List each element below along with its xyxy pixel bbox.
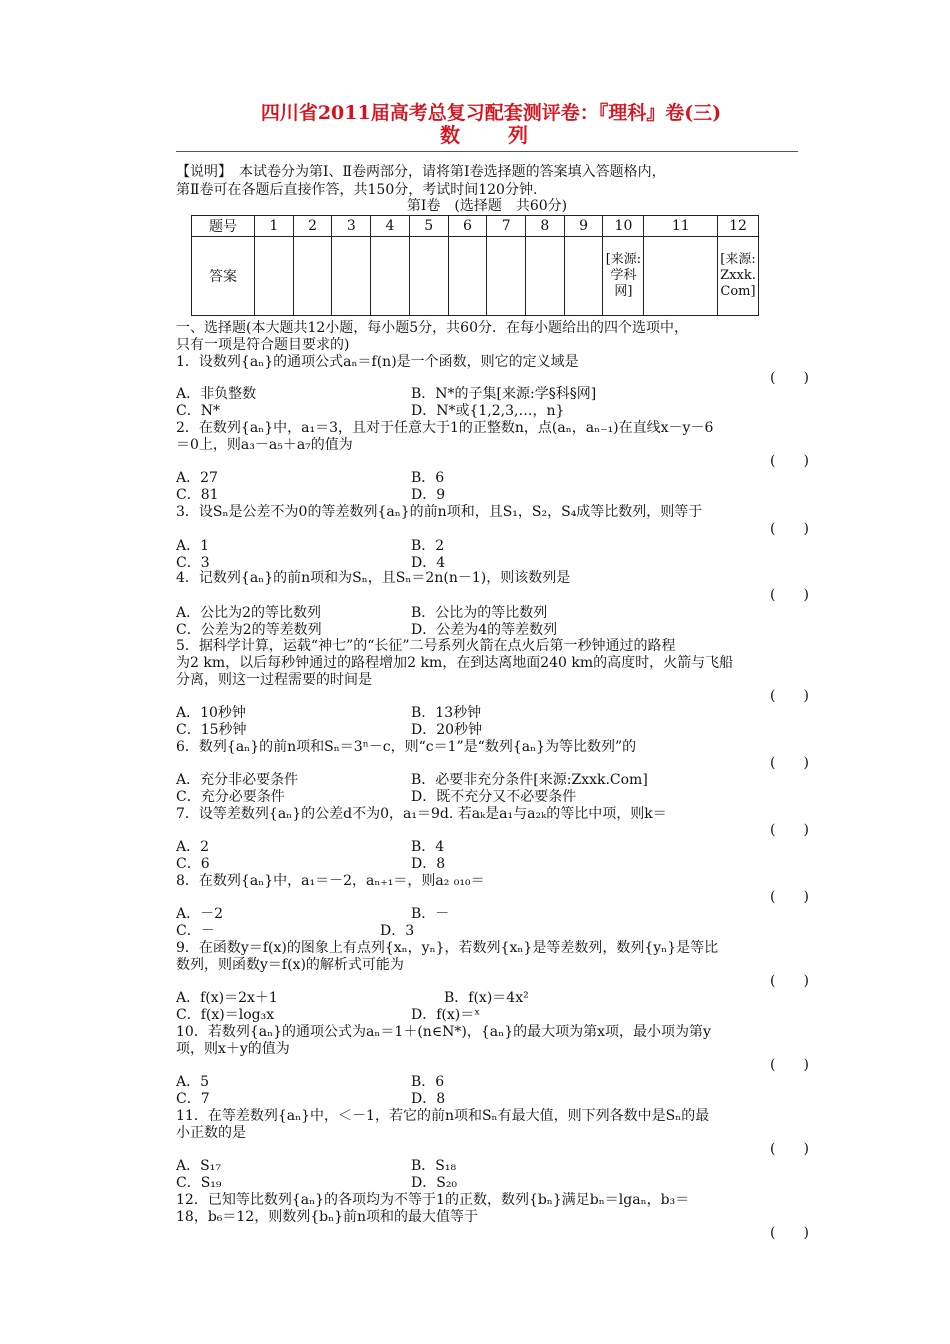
option-d: D．20秒钟 xyxy=(411,722,483,738)
option-b: B．S₁₈ xyxy=(411,1158,457,1174)
table-cell-number: 12 xyxy=(718,216,759,237)
option-a: A．充分非必要条件 xyxy=(176,772,299,788)
option-a: A．S₁₇ xyxy=(176,1158,221,1174)
option-b: B．必要非充分条件[来源:Zxxk.Com] xyxy=(411,772,648,788)
answer-paren: ( ) xyxy=(770,1225,809,1241)
answer-cell[interactable] xyxy=(255,237,294,316)
option-a: A．5 xyxy=(176,1074,210,1090)
answer-paren: ( ) xyxy=(770,370,809,386)
option-d: D．8 xyxy=(411,856,446,872)
table-cell-number: 1 xyxy=(255,216,294,237)
option-d: D．f(x)＝ˣ xyxy=(411,1007,481,1023)
option-c: C．81 xyxy=(176,487,219,503)
answer-paren: ( ) xyxy=(770,587,809,603)
section1-line-1: 一、选择题(本大题共12小题，每小题5分，共60分．在每小题给出的四个选项中， xyxy=(176,320,688,336)
option-b: B．f(x)＝4x² xyxy=(444,990,529,1006)
option-b: B．13秒钟 xyxy=(411,705,482,721)
option-d: D．公差为4的等差数列 xyxy=(411,622,558,638)
question-5-stem-cont: 分离，则这一过程需要的时间是 xyxy=(176,672,372,688)
option-c: C．f(x)＝log₃x xyxy=(176,1007,275,1023)
answer-table xyxy=(191,215,759,316)
question-6-stem: 6．数列{aₙ}的前n项和Sₙ＝3ⁿ－c，则“c＝1”是“数列{aₙ}为等比数列”的 xyxy=(176,739,637,755)
answer-cell[interactable] xyxy=(718,237,759,316)
answer-paren: ( ) xyxy=(770,889,809,905)
source-watermark: [来源:Zxxk.Com] xyxy=(720,252,756,299)
answer-paren: ( ) xyxy=(770,688,809,704)
table-cell-number: 6 xyxy=(448,216,487,237)
exam-title: 四川省2011届高考总复习配套测评卷：『理科』卷(三) xyxy=(260,102,722,124)
answer-cell[interactable] xyxy=(409,237,448,316)
option-d: D．3 xyxy=(380,923,415,939)
question-9-stem-cont: 数列，则函数y＝f(x)的解析式可能为 xyxy=(176,957,404,973)
answer-paren: ( ) xyxy=(770,755,809,771)
section1-line-2: 只有一项是符合题目要求的) xyxy=(176,337,350,353)
source-watermark: [来源:学科网] xyxy=(605,252,642,299)
table-cell-label: 题号 xyxy=(192,216,255,237)
option-c: C．N* xyxy=(176,403,220,419)
answer-paren: ( ) xyxy=(770,1141,809,1157)
answer-cell[interactable] xyxy=(371,237,410,316)
option-a: A．f(x)＝2x＋1 xyxy=(176,990,278,1006)
table-cell-number: 5 xyxy=(409,216,448,237)
table-cell-label: 答案 xyxy=(192,237,255,316)
option-a: A．公比为2的等比数列 xyxy=(176,605,322,621)
option-c: C．公差为2的等差数列 xyxy=(176,622,322,638)
answer-paren: ( ) xyxy=(770,453,809,469)
question-11-stem: 11．在等差数列{aₙ}中，＜－1，若它的前n项和Sₙ有最大值，则下列各数中是Sₙ的最 xyxy=(176,1108,710,1124)
option-d: D．9 xyxy=(411,487,446,503)
option-c: C．S₁₉ xyxy=(176,1175,222,1191)
question-5-stem-cont: 为2 km，以后每秒钟通过的路程增加2 km，在到达离地面240 km的高度时，火箭与飞船 xyxy=(176,655,734,671)
answer-cell[interactable] xyxy=(293,237,332,316)
answer-paren: ( ) xyxy=(770,1057,809,1073)
answer-cell[interactable] xyxy=(526,237,565,316)
question-7-stem: 7．设等差数列{aₙ}的公差d不为0，a₁＝9d. 若aₖ是a₁与a₂ₖ的等比中项，则k＝ xyxy=(176,806,667,822)
option-d: D．既不充分又不必要条件 xyxy=(411,789,577,805)
table-cell-number: 2 xyxy=(293,216,332,237)
option-b: B．N*的子集[来源:学§科§网] xyxy=(411,386,597,402)
question-2-stem-cont: ＝0上，则a₃－a₅＋a₇的值为 xyxy=(176,437,353,453)
option-b: B．6 xyxy=(411,470,445,486)
option-c: C．－ xyxy=(176,923,215,939)
option-c: C．15秒钟 xyxy=(176,722,247,738)
option-a: A．10秒钟 xyxy=(176,705,246,721)
option-b: B．－ xyxy=(411,906,450,922)
option-a: A．非负整数 xyxy=(176,386,257,402)
option-b: B．6 xyxy=(411,1074,445,1090)
option-d: D．4 xyxy=(411,555,446,571)
answer-cell[interactable] xyxy=(603,237,644,316)
question-10-stem-cont: 项，则x＋y的值为 xyxy=(176,1041,290,1057)
answer-cell[interactable] xyxy=(448,237,487,316)
question-8-stem: 8．在数列{aₙ}中，a₁＝－2，aₙ₊₁＝，则a₂ ₀₁₀＝ xyxy=(176,873,485,889)
option-c: C．充分必要条件 xyxy=(176,789,285,805)
question-4-stem: 4．记数列{aₙ}的前n项和为Sₙ，且Sₙ＝2n(n－1)，则该数列是 xyxy=(176,570,571,586)
option-c: C．7 xyxy=(176,1091,210,1107)
option-b: B．公比为的等比数列 xyxy=(411,605,548,621)
intro-line-2: 第Ⅱ卷可在各题后直接作答，共150分，考试时间120分钟. xyxy=(176,182,538,198)
title-divider xyxy=(176,151,798,152)
question-12-stem-cont: 18，b₆＝12，则数列{bₙ}前n项和的最大值等于 xyxy=(176,1209,479,1225)
question-2-stem: 2．在数列{aₙ}中，a₁＝3，且对于任意大于1的正整数n，点(aₙ，aₙ₋₁)在直线x－y－6 xyxy=(176,420,714,436)
intro-line-1: 【说明】 本试卷分为第Ⅰ、Ⅱ卷两部分，请将第Ⅰ卷选择题的答案填入答题格内， xyxy=(176,164,666,180)
option-b: B．2 xyxy=(411,538,445,554)
question-3-stem: 3．设Sₙ是公差不为0的等差数列{aₙ}的前n项和，且S₁，S₂，S₄成等比数列，则等于 xyxy=(176,504,703,520)
option-b: B．4 xyxy=(411,839,445,855)
question-1-stem: 1．设数列{aₙ}的通项公式aₙ＝f(n)是一个函数，则它的定义域是 xyxy=(176,354,579,370)
option-d: D．N*或{1,2,3,…，n} xyxy=(411,403,565,419)
option-c: C．3 xyxy=(176,555,210,571)
table-cell-number: 9 xyxy=(564,216,603,237)
table-cell-number: 10 xyxy=(603,216,644,237)
table-cell-number: 4 xyxy=(371,216,410,237)
question-11-stem-cont: 小正数的是 xyxy=(176,1125,246,1141)
question-10-stem: 10．若数列{aₙ}的通项公式为aₙ＝1＋(n∈N*)，{aₙ}的最大项为第x项，最小项为第y xyxy=(176,1024,711,1040)
answer-paren: ( ) xyxy=(770,822,809,838)
option-d: D．8 xyxy=(411,1091,446,1107)
table-cell-number: 7 xyxy=(487,216,526,237)
option-d: D．S₂₀ xyxy=(411,1175,458,1191)
option-a: A．1 xyxy=(176,538,210,554)
answer-table-header-row xyxy=(192,216,759,237)
answer-paren: ( ) xyxy=(770,521,809,537)
question-9-stem: 9．在函数y＝f(x)的图象上有点列{xₙ，yₙ}，若数列{xₙ}是等差数列，数列{yₙ}是等比 xyxy=(176,940,719,956)
answer-cell[interactable] xyxy=(332,237,371,316)
table-cell-number: 8 xyxy=(526,216,565,237)
question-5-stem: 5．据科学计算，运载“神七”的“长征”二号系列火箭在点火后第一秒钟通过的路程 xyxy=(176,638,676,654)
option-a: A．2 xyxy=(176,839,210,855)
exam-subtitle: 数 列 xyxy=(440,123,542,147)
option-a: A．27 xyxy=(176,470,218,486)
answer-cell[interactable] xyxy=(564,237,603,316)
table-cell-number: 3 xyxy=(332,216,371,237)
answer-cell[interactable] xyxy=(644,237,718,316)
option-c: C．6 xyxy=(176,856,210,872)
answer-paren: ( ) xyxy=(770,973,809,989)
part1-heading: 第Ⅰ卷 (选择题 共60分) xyxy=(406,198,568,214)
table-cell-number: 11 xyxy=(644,216,718,237)
answer-table-answer-row xyxy=(192,237,759,316)
answer-cell[interactable] xyxy=(487,237,526,316)
question-12-stem: 12．已知等比数列{aₙ}的各项均为不等于1的正数，数列{bₙ}满足bₙ＝lgaₙ，b₃＝ xyxy=(176,1192,690,1208)
option-a: A．－2 xyxy=(176,906,224,922)
